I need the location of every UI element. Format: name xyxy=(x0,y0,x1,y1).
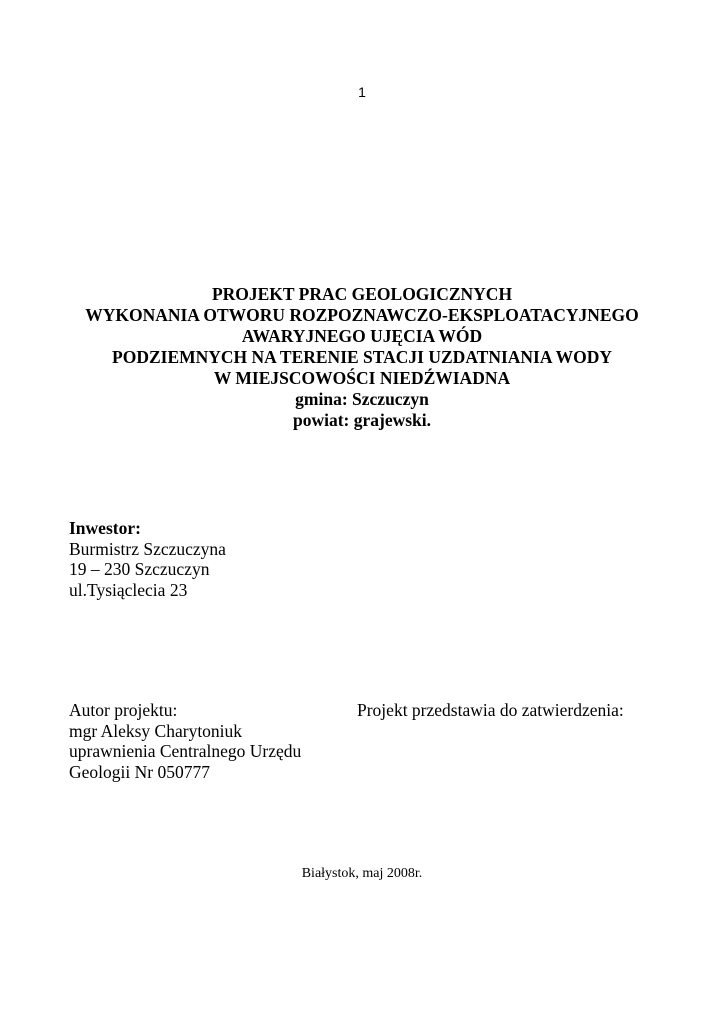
approval-section xyxy=(357,700,624,721)
investor-line: Burmistrz Szczuczyna xyxy=(69,538,226,559)
author-section xyxy=(69,700,301,782)
title-line: AWARYJNEGO UJĘCIA WÓD xyxy=(241,326,483,346)
title-line-powiat: powiat: grajewski. xyxy=(292,410,432,430)
investor-line: ul.Tysiąclecia 23 xyxy=(69,579,188,600)
title-line: PROJEKT PRAC GEOLOGICZNYCH xyxy=(211,284,513,304)
author-line: Autor projektu: xyxy=(69,700,178,720)
investor-heading: Inwestor: xyxy=(69,518,141,538)
author-line: uprawnienia Centralnego Urzędu xyxy=(69,741,302,761)
page-number: 1 xyxy=(358,84,366,100)
title-line: W MIEJSCOWOŚCI NIEDŹWIADNA xyxy=(213,368,511,388)
author-line: Geologii Nr 050777 xyxy=(69,761,210,782)
place-date: Białystok, maj 2008r. xyxy=(301,866,423,881)
document-title xyxy=(0,284,724,431)
title-line-gmina: gmina: Szczuczyn xyxy=(295,389,429,409)
author-line: mgr Aleksy Charytoniuk xyxy=(69,720,243,741)
title-line: PODZIEMNYCH NA TERENIE STACJI UZDATNIANIA WODY xyxy=(112,347,612,367)
approval-label: Projekt przedstawia do zatwierdzenia: xyxy=(357,700,624,720)
investor-line: 19 – 230 Szczuczyn xyxy=(69,559,210,579)
title-line: WYKONANIA OTWORU ROZPOZNAWCZO-EKSPLOATACYJNEGO xyxy=(85,305,639,325)
investor-section xyxy=(69,518,226,600)
